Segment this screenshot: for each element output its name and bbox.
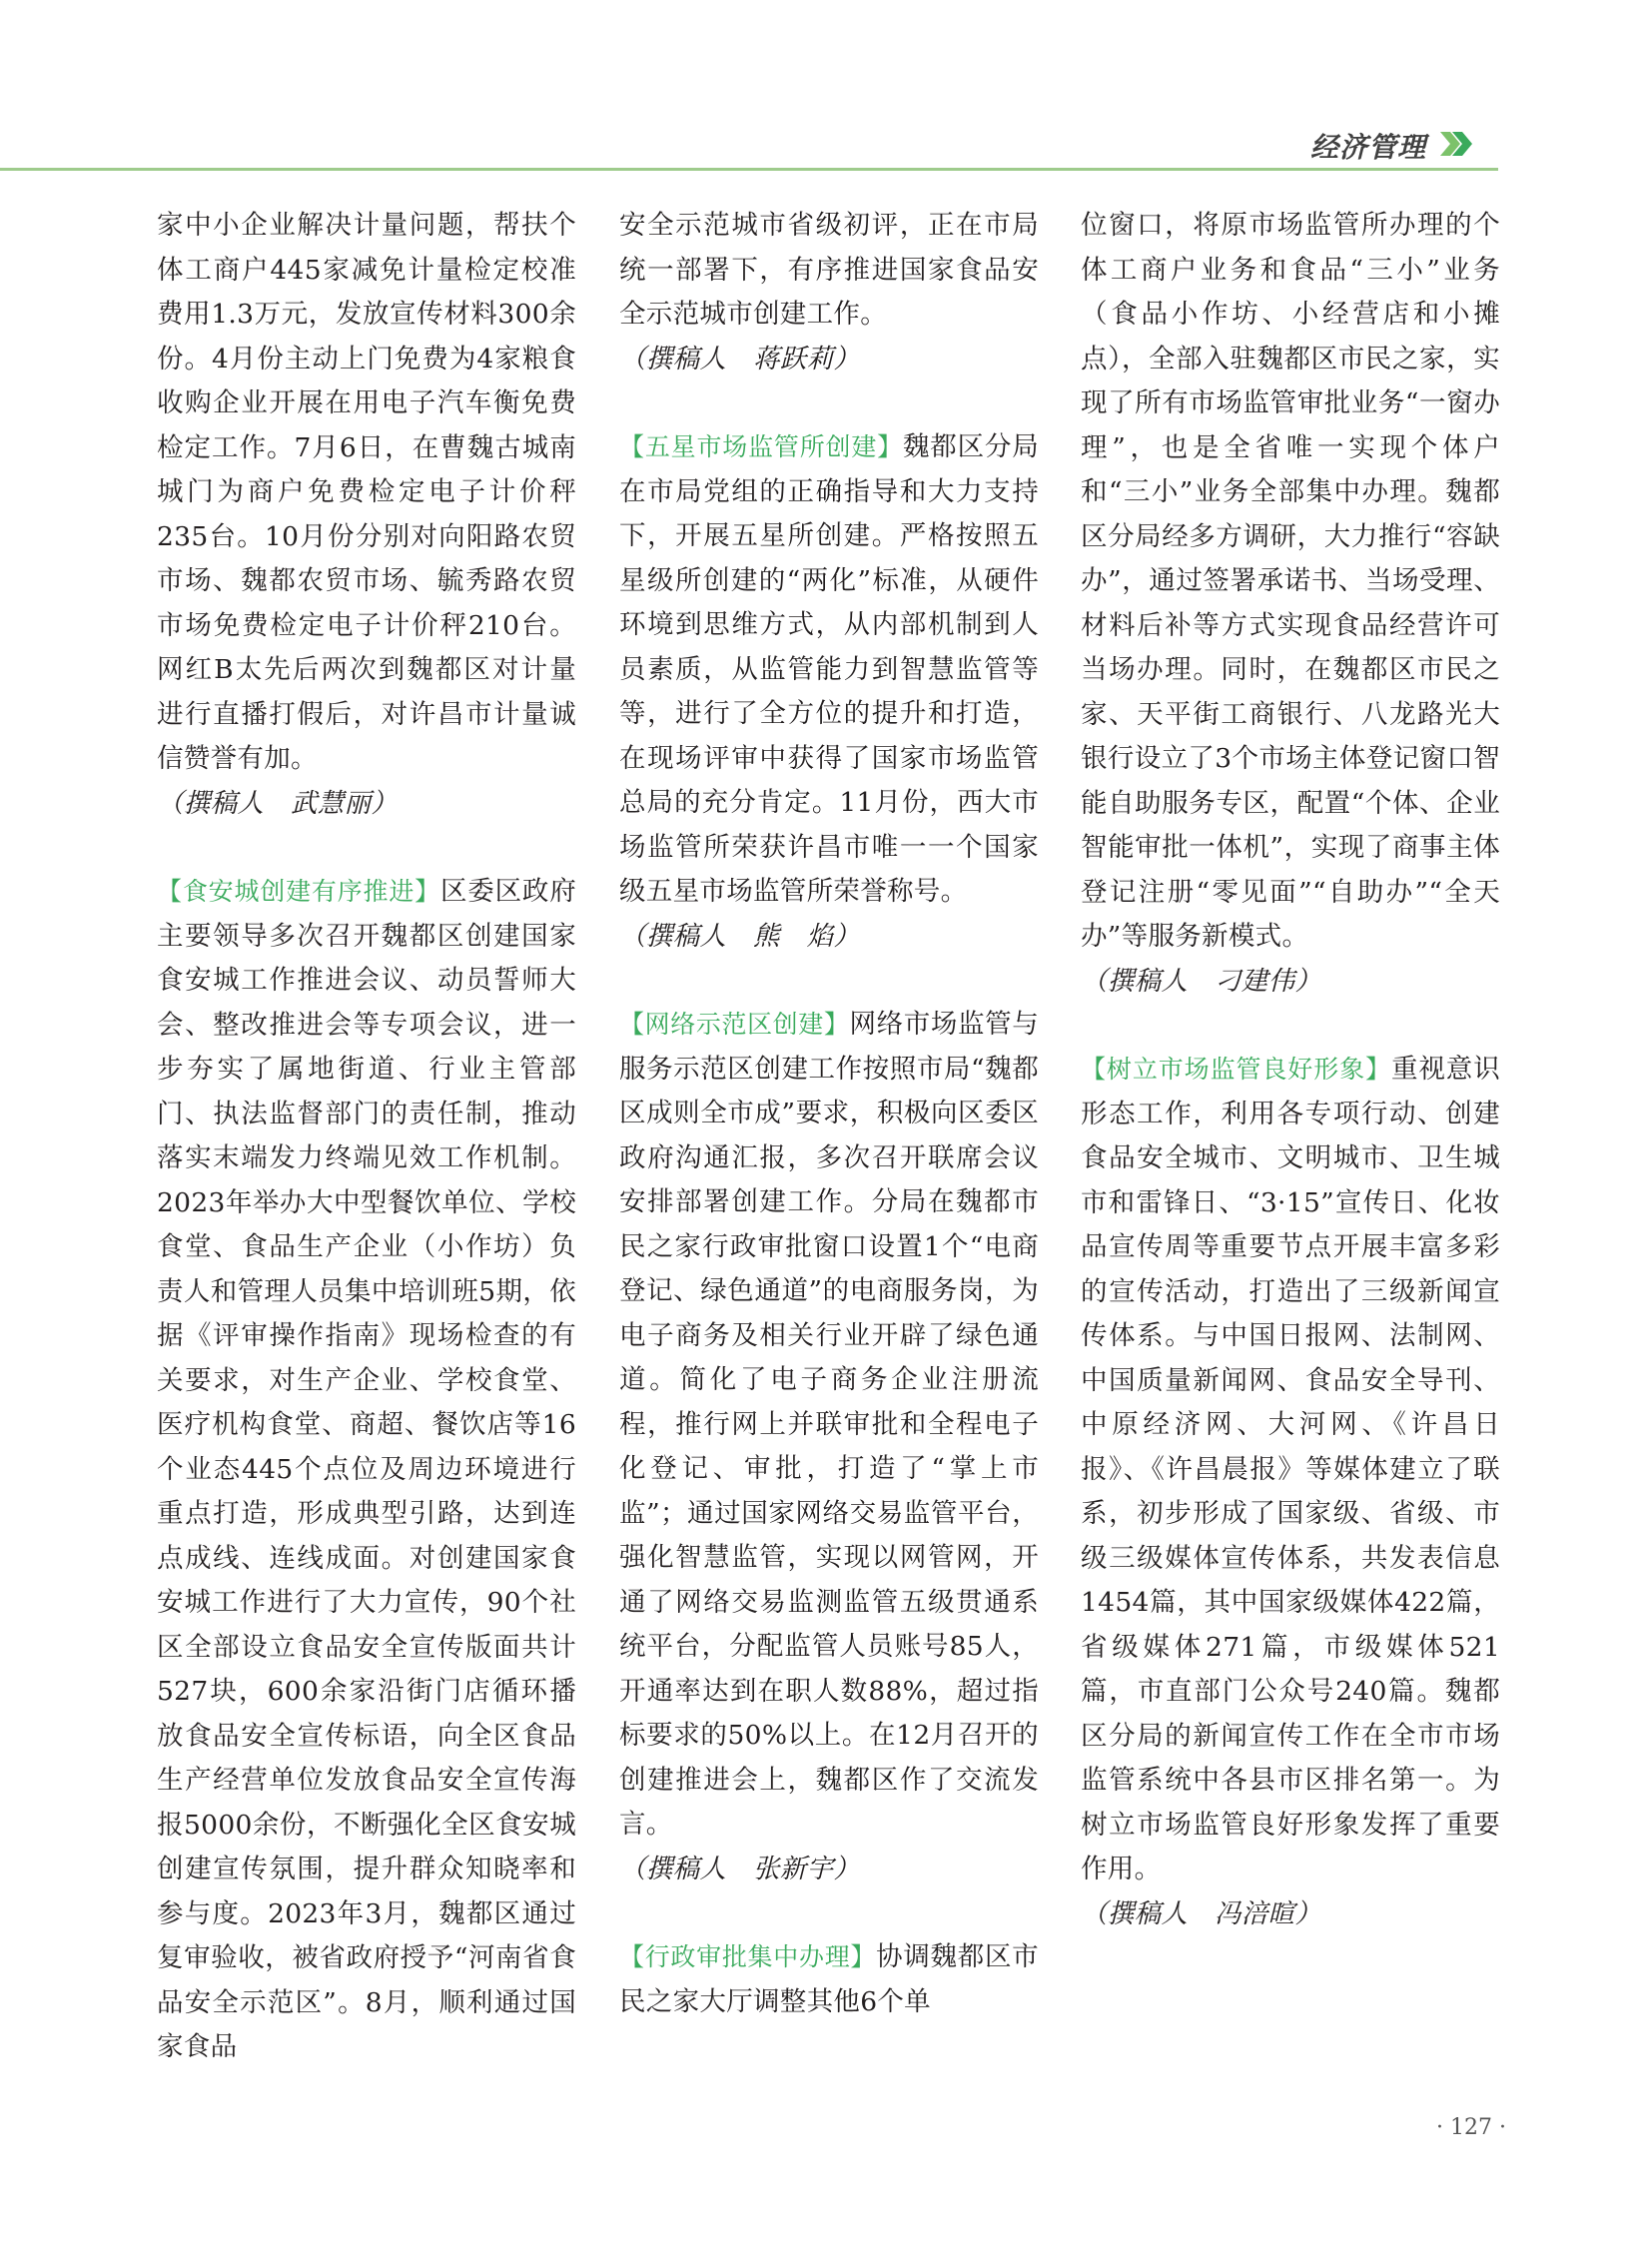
double-chevron-icon	[1438, 128, 1474, 160]
article-column-2	[619, 204, 1039, 2024]
author-credit: （撰稿人 蒋跃莉）	[619, 343, 861, 374]
header-rule	[0, 168, 1498, 171]
paragraph-heading: 【树立市场监管良好形象】	[1081, 1055, 1391, 1084]
paragraph-text: 协调魏都区市民之家大厅调整其他6个单	[619, 1941, 1039, 2017]
paragraph: 位窗口，将原市场监管所办理的个体工商户业务和食品“三小”业务（食品小作坊、小经营店和小摊点），全部入驻魏都区市民之家，实现了所有市场监管审批业务“一窗办理”，也是全省唯一实现个体户和“三小”业务全部集中办理。魏都区分局经多方调研，大力推行“容缺办”，通过签署承诺书、当场受理、材料后补等方式实现食品经营许可当场办理。同时，在魏都区市民之家、天平街工商银行、八龙路光大银行设立了3个市场主体登记窗口智能自助服务专区，配置“个体、企业智能审批一体机”，实现了商事主体登记注册“零见面”“自助办”“全天办”等服务新模式。	[1081, 210, 1500, 952]
author-credit: （撰稿人 张新宇）	[619, 1853, 861, 1884]
paragraph: 家中小企业解决计量问题，帮扶个体工商户445家减免计量检定校准费用1.3万元，发放宣传材料300余份。4月份主动上门免费为4家粮食收购企业开展在用电子汽车衡免费检定工作。7月6日，在曹魏古城南城门为商户免费检定电子计价秤235台。10月份分别对向阳路农贸市场、魏都农贸市场、毓秀路农贸市场免费检定电子计价秤210台。网红B太先后两次到魏都区对计量进行直播打假后，对许昌市计量诚信赞誉有加。	[157, 210, 576, 774]
paragraph-heading: 【行政审批集中办理】	[619, 1942, 877, 1971]
paragraph-text: 魏都区分局在市局党组的正确指导和大力支持下，开展五星所创建。严格按照五星级所创建的“两化”标准，从硬件环境到思维方式，从内部机制到人员素质，从监管能力到智慧监管等等，进行了全方位的提升和打造，在现场评审中获得了国家市场监管总局的充分肯定。11月份，西大市场监管所荣获许昌市唯一一个国家级五星市场监管所荣誉称号。	[619, 431, 1040, 907]
paragraph-text: 重视意识形态工作，利用各专项行动、创建食品安全城市、文明城市、卫生城市和雷锋日、“3·15”宣传日、化妆品宣传周等重要节点开展丰富多彩的宣传活动，打造出了三级新闻宣传体系。与中国日报网、法制网、中国质量新闻网、食品安全导刊、中原经济网、大河网、《许昌日报》、《许昌晨报》等媒体建立了联系，初步形成了国家级、省级、市级三级媒体宣传体系，共发表信息1454篇，其中国家级媒体422篇，省级媒体271篇，市级媒体521篇，市直部门公众号240篇。魏都区分局的新闻宣传工作在全市市场监管系统中各县市区排名第一。为树立市场监管良好形象发挥了重要作用。	[1081, 1054, 1500, 1884]
section-title: 经济管理	[1310, 131, 1427, 164]
paragraph-text: 网络市场监管与服务示范区创建工作按照市局“魏都区成则全市成”要求，积极向区委区政府沟通汇报，多次召开联席会议安排部署创建工作。分局在魏都市民之家行政审批窗口设置1个“电商登记、绿色通道”的电商服务岗，为电子商务及相关行业开辟了绿色通道。简化了电子商务企业注册流程，推行网上并联审批和全程电子化登记、审批，打造了“掌上市监”；通过国家网络交易监管平台，强化智慧监管，实现以网管网，开通了网络交易监测监管五级贯通系统平台，分配监管人员账号85人，开通率达到在职人数88%，超过指标要求的50%以上。在12月召开的创建推进会上，魏都区作了交流发言。	[619, 1009, 1039, 1840]
paragraph	[619, 1935, 1039, 2024]
paragraph	[619, 425, 1039, 915]
author-credit: （撰稿人 刁建伟）	[1081, 965, 1322, 997]
article-column-1	[157, 204, 576, 2070]
paragraph-text: 区委区政府主要领导多次召开魏都区创建国家食安城工作推进会议、动员誓师大会、整改推进会等专项会议，进一步夯实了属地街道、行业主管部门、执法监督部门的责任制，推动落实末端发力终端见效工作机制。2023年举办大中型餐饮单位、学校食堂、食品生产企业（小作坊）负责人和管理人员集中培训班5期，依据《评审操作指南》现场检查的有关要求，对生产企业、学校食堂、医疗机构食堂、商超、餐饮店等16个业态445个点位及周边环境进行重点打造，形成典型引路，达到连点成线、连线成面。对创建国家食安城工作进行了大力宣传，90个社区全部设立食品安全宣传版面共计527块，600余家沿街门店循环播放食品安全宣传标语，向全区食品生产经营单位发放食品安全宣传海报5000余份，不断强化全区食安城创建宣传氛围，提升群众知晓率和参与度。2023年3月，魏都区通过复审验收，被省政府授予“河南省食品安全示范区”。8月，顺利通过国家食品	[157, 876, 577, 2062]
article-column-3	[1081, 204, 1500, 1936]
paragraph	[1081, 1048, 1500, 1892]
author-credit: （撰稿人 冯涪暄）	[1081, 1897, 1322, 1929]
page-number: · 127 ·	[1436, 2115, 1506, 2140]
paragraph-heading: 【食安城创建有序推进】	[157, 877, 440, 906]
author-credit: （撰稿人 熊 焰）	[619, 920, 861, 952]
paragraph-heading: 【五星市场监管所创建】	[619, 432, 903, 461]
paragraph: 安全示范城市省级初评，正在市局统一部署下，有序推进国家食品安全示范城市创建工作。	[619, 210, 1039, 330]
paragraph-heading: 【网络示范区创建】	[619, 1010, 850, 1039]
paragraph	[157, 870, 576, 2070]
author-credit: （撰稿人 武慧丽）	[157, 787, 399, 819]
paragraph	[619, 1003, 1039, 1848]
